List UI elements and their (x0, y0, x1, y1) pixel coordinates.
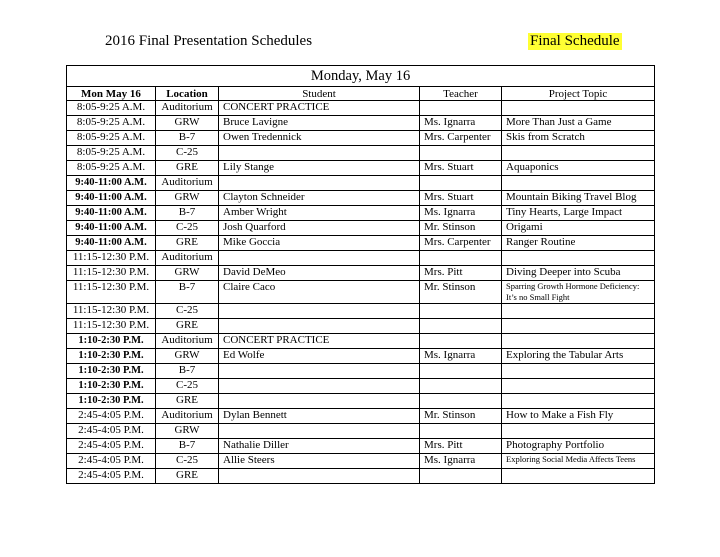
student-cell: Josh Quarford (219, 221, 420, 236)
student-cell (219, 394, 420, 409)
teacher-cell: Mr. Stinson (420, 409, 502, 424)
teacher-cell (420, 319, 502, 334)
teacher-cell (420, 251, 502, 266)
student-cell: Claire Caco (219, 281, 420, 304)
schedule-table (66, 65, 655, 484)
teacher-cell (420, 146, 502, 161)
location-cell: Auditorium (156, 251, 219, 266)
table-row (67, 319, 655, 334)
topic-cell (502, 319, 655, 334)
table-row (67, 439, 655, 454)
table-row (67, 176, 655, 191)
topic-cell (502, 251, 655, 266)
student-cell: CONCERT PRACTICE (219, 334, 420, 349)
table-row (67, 146, 655, 161)
teacher-cell: Mrs. Stuart (420, 191, 502, 206)
topic-cell (502, 101, 655, 116)
student-cell: Allie Steers (219, 454, 420, 469)
column-header-time: Mon May 16 (67, 87, 156, 101)
time-cell: 2:45-4:05 P.M. (67, 409, 156, 424)
teacher-cell (420, 469, 502, 484)
location-cell: GRW (156, 266, 219, 281)
location-cell: GRE (156, 161, 219, 176)
student-cell: Lily Stange (219, 161, 420, 176)
student-cell: David DeMeo (219, 266, 420, 281)
column-header-topic: Project Topic (502, 87, 655, 101)
location-cell: Auditorium (156, 101, 219, 116)
table-row (67, 161, 655, 176)
time-cell: 1:10-2:30 P.M. (67, 379, 156, 394)
time-cell: 1:10-2:30 P.M. (67, 364, 156, 379)
table-row (67, 409, 655, 424)
teacher-cell (420, 364, 502, 379)
table-row (67, 221, 655, 236)
column-header-location: Location (156, 87, 219, 101)
location-cell: B-7 (156, 131, 219, 146)
student-cell (219, 469, 420, 484)
topic-cell (502, 364, 655, 379)
teacher-cell (420, 424, 502, 439)
time-cell: 11:15-12:30 P.M. (67, 251, 156, 266)
document-title: 2016 Final Presentation Schedules (105, 33, 313, 49)
table-row (67, 304, 655, 319)
time-cell: 1:10-2:30 P.M. (67, 349, 156, 364)
time-cell: 9:40-11:00 A.M. (67, 236, 156, 251)
topic-cell: Diving Deeper into Scuba (502, 266, 655, 281)
location-cell: Auditorium (156, 176, 219, 191)
time-cell: 11:15-12:30 P.M. (67, 281, 156, 304)
location-cell: C-25 (156, 304, 219, 319)
student-cell: Amber Wright (219, 206, 420, 221)
time-cell: 11:15-12:30 P.M. (67, 319, 156, 334)
location-cell: GRW (156, 349, 219, 364)
topic-cell (502, 424, 655, 439)
location-cell: C-25 (156, 221, 219, 236)
teacher-cell (420, 101, 502, 116)
topic-cell: Mountain Biking Travel Blog (502, 191, 655, 206)
teacher-cell: Mrs. Carpenter (420, 236, 502, 251)
teacher-cell: Ms. Ignarra (420, 454, 502, 469)
topic-cell (502, 334, 655, 349)
student-cell: Clayton Schneider (219, 191, 420, 206)
time-cell: 1:10-2:30 P.M. (67, 334, 156, 349)
teacher-cell: Ms. Ignarra (420, 206, 502, 221)
topic-cell: Skis from Scratch (502, 131, 655, 146)
table-row (67, 454, 655, 469)
student-cell: Nathalie Diller (219, 439, 420, 454)
time-cell: 9:40-11:00 A.M. (67, 206, 156, 221)
time-cell: 11:15-12:30 P.M. (67, 304, 156, 319)
table-row (67, 364, 655, 379)
table-row (67, 236, 655, 251)
teacher-cell: Mrs. Pitt (420, 439, 502, 454)
teacher-cell (420, 394, 502, 409)
table-row (67, 101, 655, 116)
table-row (67, 469, 655, 484)
location-cell: GRW (156, 191, 219, 206)
location-cell: GRE (156, 469, 219, 484)
table-row (67, 191, 655, 206)
location-cell: GRW (156, 116, 219, 131)
location-cell: GRE (156, 236, 219, 251)
topic-cell: Photography Portfolio (502, 439, 655, 454)
topic-cell: Tiny Hearts, Large Impact (502, 206, 655, 221)
student-cell (219, 251, 420, 266)
location-cell: GRW (156, 424, 219, 439)
teacher-cell: Mr. Stinson (420, 221, 502, 236)
teacher-cell (420, 304, 502, 319)
teacher-cell: Mrs. Pitt (420, 266, 502, 281)
location-cell: GRE (156, 319, 219, 334)
column-header-teacher: Teacher (420, 87, 502, 101)
time-cell: 9:40-11:00 A.M. (67, 176, 156, 191)
column-header-student: Student (219, 87, 420, 101)
time-cell: 9:40-11:00 A.M. (67, 191, 156, 206)
student-cell (219, 176, 420, 191)
teacher-cell (420, 334, 502, 349)
time-cell: 1:10-2:30 P.M. (67, 394, 156, 409)
topic-cell: More Than Just a Game (502, 116, 655, 131)
student-cell: CONCERT PRACTICE (219, 101, 420, 116)
topic-cell: Ranger Routine (502, 236, 655, 251)
final-schedule-badge: Final Schedule (530, 33, 620, 49)
table-row (67, 424, 655, 439)
table-row (67, 251, 655, 266)
time-cell: 9:40-11:00 A.M. (67, 221, 156, 236)
teacher-cell: Ms. Ignarra (420, 349, 502, 364)
table-row (67, 206, 655, 221)
location-cell: B-7 (156, 206, 219, 221)
table-row (67, 349, 655, 364)
location-cell: B-7 (156, 364, 219, 379)
location-cell: B-7 (156, 439, 219, 454)
location-cell: C-25 (156, 454, 219, 469)
teacher-cell: Ms. Ignarra (420, 116, 502, 131)
topic-cell (502, 394, 655, 409)
location-cell: Auditorium (156, 334, 219, 349)
student-cell: Bruce Lavigne (219, 116, 420, 131)
time-cell: 2:45-4:05 P.M. (67, 439, 156, 454)
table-row (67, 379, 655, 394)
topic-cell (502, 379, 655, 394)
topic-cell: Exploring the Tabular Arts (502, 349, 655, 364)
table-row (67, 394, 655, 409)
student-cell (219, 146, 420, 161)
time-cell: 8:05-9:25 A.M. (67, 161, 156, 176)
time-cell: 8:05-9:25 A.M. (67, 146, 156, 161)
time-cell: 2:45-4:05 P.M. (67, 424, 156, 439)
table-row (67, 116, 655, 131)
location-cell: C-25 (156, 379, 219, 394)
student-cell (219, 304, 420, 319)
topic-cell (502, 146, 655, 161)
topic-cell (502, 469, 655, 484)
teacher-cell: Mr. Stinson (420, 281, 502, 304)
topic-cell: How to Make a Fish Fly (502, 409, 655, 424)
time-cell: 8:05-9:25 A.M. (67, 116, 156, 131)
teacher-cell (420, 176, 502, 191)
topic-cell: Origami (502, 221, 655, 236)
student-cell (219, 379, 420, 394)
student-cell (219, 364, 420, 379)
topic-cell (502, 176, 655, 191)
topic-cell: Sparring Growth Hormone Deficiency: It’s no Small Fight (502, 281, 655, 304)
student-cell: Mike Goccia (219, 236, 420, 251)
student-cell: Ed Wolfe (219, 349, 420, 364)
location-cell: GRE (156, 394, 219, 409)
student-cell (219, 424, 420, 439)
time-cell: 2:45-4:05 P.M. (67, 454, 156, 469)
teacher-cell: Mrs. Stuart (420, 161, 502, 176)
location-cell: B-7 (156, 281, 219, 304)
topic-cell (502, 304, 655, 319)
teacher-cell: Mrs. Carpenter (420, 131, 502, 146)
student-cell: Dylan Bennett (219, 409, 420, 424)
table-row (67, 281, 655, 304)
table-row (67, 266, 655, 281)
location-cell: Auditorium (156, 409, 219, 424)
location-cell: C-25 (156, 146, 219, 161)
topic-cell: Aquaponics (502, 161, 655, 176)
day-heading: Monday, May 16 (67, 66, 655, 87)
student-cell: Owen Tredennick (219, 131, 420, 146)
time-cell: 11:15-12:30 P.M. (67, 266, 156, 281)
table-row (67, 334, 655, 349)
time-cell: 8:05-9:25 A.M. (67, 131, 156, 146)
topic-cell: Exploring Social Media Affects Teens (502, 454, 655, 469)
table-row (67, 131, 655, 146)
time-cell: 8:05-9:25 A.M. (67, 101, 156, 116)
student-cell (219, 319, 420, 334)
teacher-cell (420, 379, 502, 394)
time-cell: 2:45-4:05 P.M. (67, 469, 156, 484)
